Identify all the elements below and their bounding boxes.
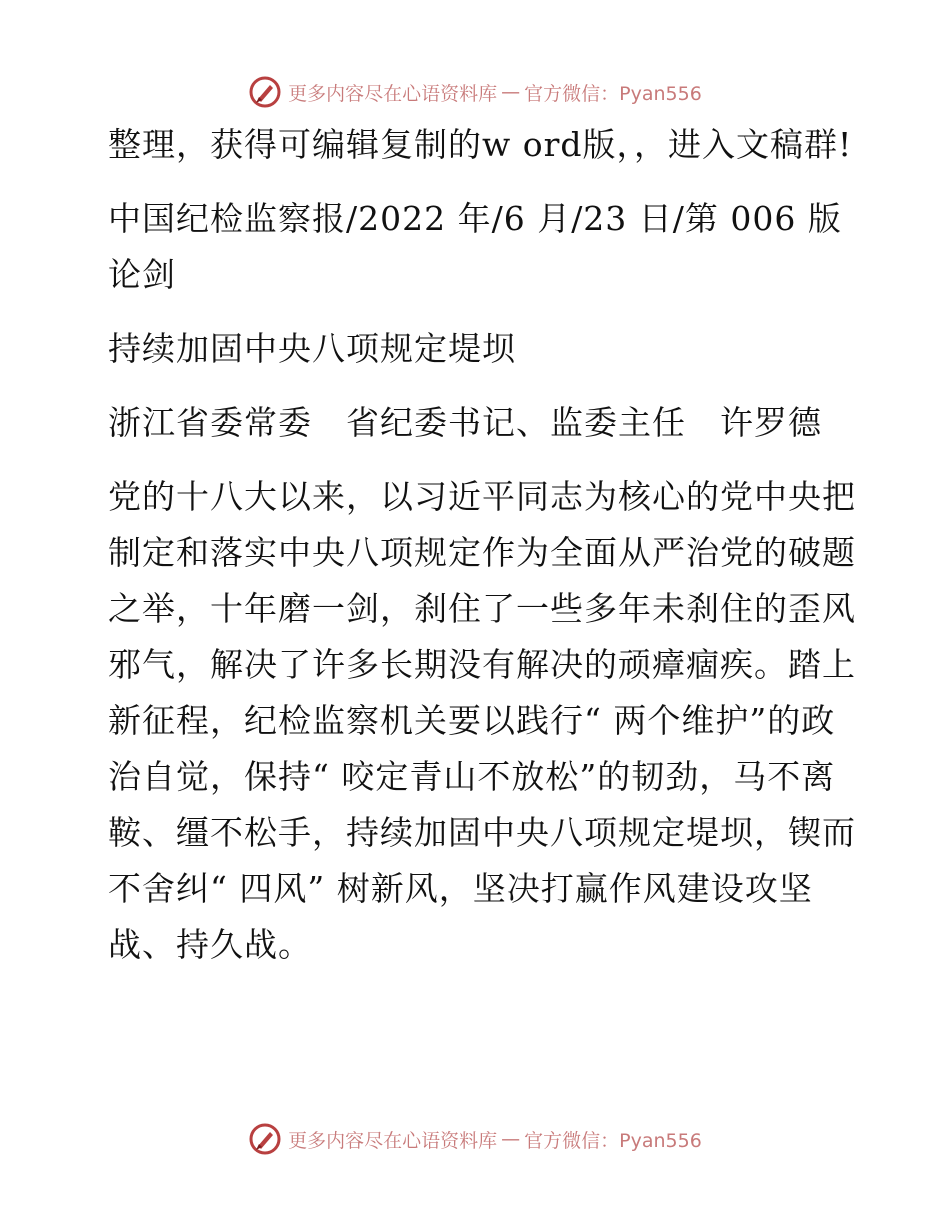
banner-separator: —	[501, 81, 521, 103]
intro-note: 整理，获得可编辑复制的w ord版，，进入文稿群!	[108, 125, 853, 164]
author-line: 浙江省委常委 省纪委书记、监委主任 许罗德	[108, 403, 822, 442]
banner-separator: —	[501, 1128, 521, 1150]
banner-suffix: 官方微信：Pyan556	[524, 82, 702, 105]
document-body	[98, 117, 858, 973]
source-line: 中国纪检监察报/2022 年/6 月/23 日/第 006 版论剑	[108, 199, 842, 294]
article-title: 持续加固中央八项规定堤坝	[108, 329, 516, 368]
banner-text: 更多内容尽在心语资料库	[288, 1129, 498, 1152]
pen-icon	[248, 75, 282, 109]
banner-suffix: 官方微信：Pyan556	[524, 1129, 702, 1152]
banner-text: 更多内容尽在心语资料库	[288, 82, 498, 105]
pen-icon	[248, 1122, 282, 1156]
header-banner	[0, 72, 950, 112]
body-paragraph: 党的十八大以来，以习近平同志为核心的党中央把制定和落实中央八项规定作为全面从严治党的破题之举，十年磨一剑，刹住了一些多年未刹住的歪风邪气，解决了许多长期没有解决的顽瘴痼疾。踏上新征程，纪检监察机关要以践行“ 两个维护”的政治自觉，保持“ 咬定青山不放松”的韧劲，马不离鞍、缰不松手，持续加固中央八项规定堤坝，锲而不舍纠“ 四风” 树新风，坚决打赢作风建设攻坚战、持久战。	[108, 477, 856, 964]
footer-banner	[0, 1119, 950, 1159]
